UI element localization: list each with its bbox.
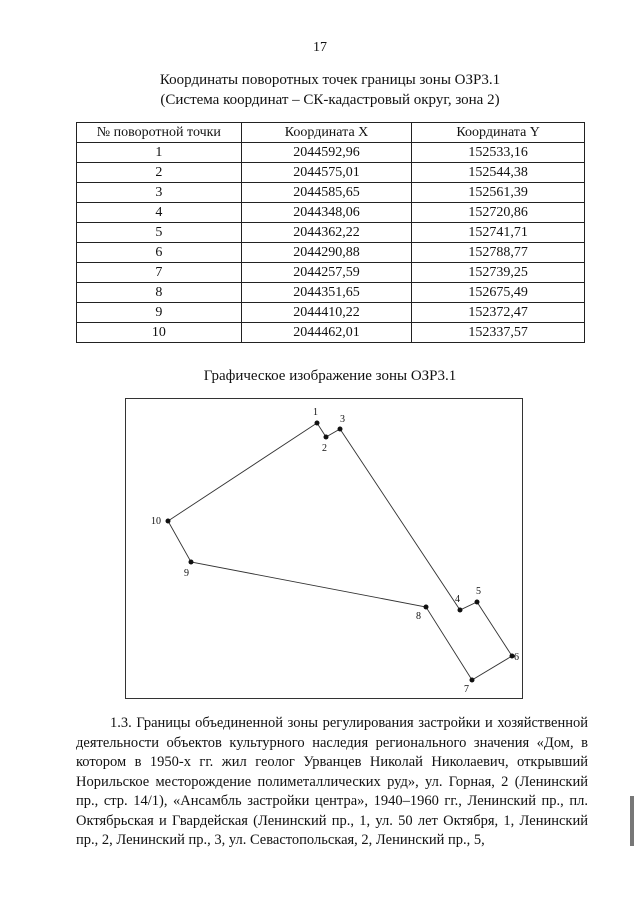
point-number: 1 [77,143,242,163]
coord-x: 2044290,88 [241,243,412,263]
point-number: 6 [77,243,242,263]
point-number: 2 [77,163,242,183]
vertex-label: 5 [476,586,481,597]
zone-boundary-polygon [168,423,512,680]
vertex-point [324,435,329,440]
point-number: 3 [77,183,242,203]
coord-x: 2044462,01 [241,323,412,343]
vertex-point [315,421,320,426]
coord-y: 152533,16 [412,143,585,163]
coord-x: 2044351,65 [241,283,412,303]
point-number: 8 [77,283,242,303]
point-number: 7 [77,263,242,283]
vertex-label: 3 [340,414,345,425]
vertex-point [470,678,475,683]
title-line-2: (Система координат – СК-кадастровый округ, зона 2) [160,92,500,108]
coord-x: 2044257,59 [241,263,412,283]
vertex-point [475,600,480,605]
header-coord-x: Координата X [241,123,412,143]
paragraph-text: 1.3. Границы объединенной зоны регулирования застройки и хозяйственной деятельности объектов культурного наследия регионального значения «Дом, в котором в 1950-х гг. жил геолог Урванцев Николай Николаевич, открывший Норильское месторождение полиметаллических руд», ул. Горная, 2 (Ленинский пр., стр. 14/1), «Ансамбль застройки центра», 1940–1960 гг., Ленинский пр., пл. Октябрьская и Гвардейская (Ленинский пр., 1, ул. 50 лет Октября, 1, Ленинский пр., 2, Ленинский пр., 3, ул. Севастопольская, 2, Ленинский пр., 5, [76,715,588,848]
vertex-label: 1 [313,407,318,418]
coord-y: 152675,49 [412,283,585,303]
zone-boundary-figure [125,398,523,699]
vertex-labels [151,407,519,695]
vertex-label: 4 [455,594,460,605]
coord-x: 2044362,22 [241,223,412,243]
point-number: 9 [77,303,242,323]
coord-x: 2044592,96 [241,143,412,163]
coord-y: 152561,39 [412,183,585,203]
vertex-label: 9 [184,568,189,579]
coord-y: 152788,77 [412,243,585,263]
vertex-point [166,519,171,524]
vertex-label: 8 [416,611,421,622]
point-number: 5 [77,223,242,243]
title-line-1: Координаты поворотных точек границы зоны ОЗР3.1 [159,72,501,88]
vertex-point [424,605,429,610]
coord-x: 2044348,06 [241,203,412,223]
coord-y: 152739,25 [412,263,585,283]
boundary-vertices [166,421,515,683]
header-point-number: № поворотной точки [77,123,242,143]
coord-y: 152741,71 [412,223,585,243]
vertex-label: 6 [514,652,519,663]
vertex-label: 7 [464,684,469,695]
graphic-title: Графическое изображение зоны ОЗР3.1 [203,368,457,384]
vertex-label: 2 [322,443,327,454]
coord-x: 2044410,22 [241,303,412,323]
coord-y: 152544,38 [412,163,585,183]
vertex-point [189,560,194,565]
coord-x: 2044585,65 [241,183,412,203]
vertex-label: 10 [151,516,161,527]
vertex-point [338,427,343,432]
vertex-point [458,608,463,613]
header-coord-y: Координата Y [412,123,585,143]
point-number: 10 [77,323,242,343]
scan-edge-mark [630,796,634,846]
coord-y: 152372,47 [412,303,585,323]
section-paragraph [76,714,588,851]
page-number: 17 [313,40,327,55]
coord-x: 2044575,01 [241,163,412,183]
coord-y: 152337,57 [412,323,585,343]
point-number: 4 [77,203,242,223]
coord-y: 152720,86 [412,203,585,223]
